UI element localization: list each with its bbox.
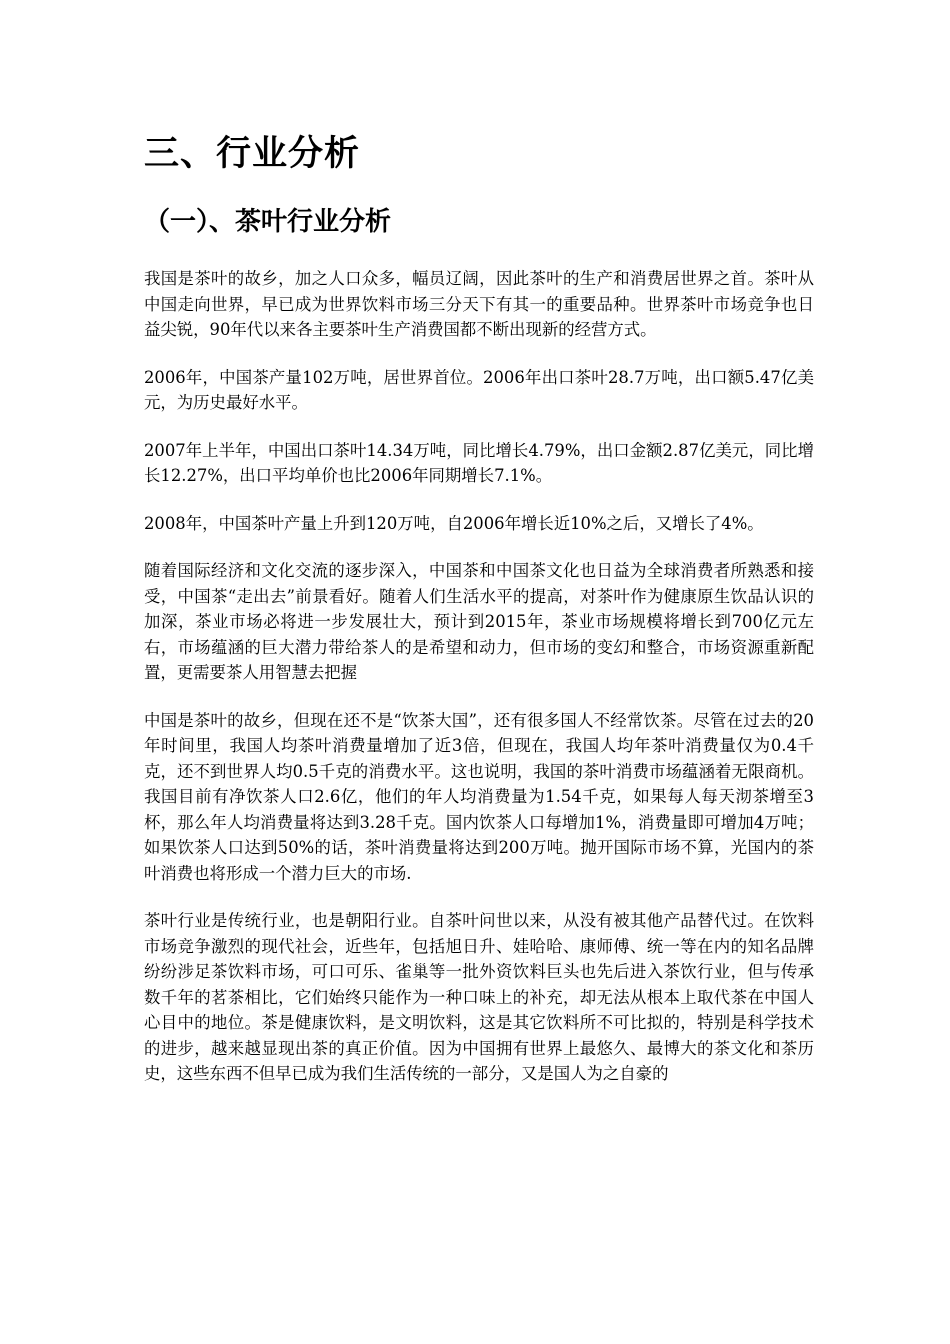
section-title: 三、行业分析 [144, 134, 361, 174]
body-text [144, 266, 814, 1087]
paragraph-2006-output: 2006年，中国茶产量102万吨，居世界首位。2006年出口茶叶28.7万吨，出口额5.47亿美元，为历史最好水平。 [144, 367, 814, 412]
paragraph-market-outlook: 随着国际经济和文化交流的逐步深入，中国茶和中国茶文化也日益为全球消费者所熟悉和接受，中国茶“走出去”前景看好。随着人们生活水平的提高，对茶叶作为健康原生饮品认识的加深，茶业市场必将进一步发展壮大，预计到2015年，茶业市场规模将增长到700亿元左右，市场蕴涵的巨大潜力带给茶人的是希望和动力，但市场的变幻和整合，市场资源重新配置，更需要茶人用智慧去把握 [144, 561, 814, 682]
paragraph-domestic-consumption: 中国是茶叶的故乡，但现在还不是“饮茶大国”，还有很多国人不经常饮茶。尽管在过去的20年时间里，我国人均茶叶消费量增加了近3倍，但现在，我国人均年茶叶消费量仅为0.4千克，还不到世界人均0.5千克的消费水平。这也说明，我国的茶叶消费市场蕴涵着无限商机。我国目前有净饮茶人口2.6亿，他们的年人均消费量为1.54千克，如果每人每天沏茶增至3杯，那么年人均消费量将达到3.28千克。国内饮茶人口每增加1%，消费量即可增加4万吨；如果饮茶人口达到50%的话，茶叶消费量将达到200万吨。抛开国际市场不算，光国内的茶叶消费也将形成一个潜力巨大的市场. [144, 710, 814, 883]
paragraph-industry-nature: 茶叶行业是传统行业，也是朝阳行业。自茶叶问世以来，从没有被其他产品替代过。在饮料市场竞争激烈的现代社会，近些年，包括旭日升、娃哈哈、康师傅、统一等在内的知名品牌纷纷涉足茶饮料市场，可口可乐、雀巢等一批外资饮料巨头也先后进入茶饮行业，但与传承数千年的茗茶相比，它们始终只能作为一种口味上的补充，却无法从根本上取代茶在中国人心目中的地位。茶是健康饮料，是文明饮料，这是其它饮料所不可比拟的，特别是科学技术的进步，越来越显现出茶的真正价值。因为中国拥有世界上最悠久、最博大的茶文化和茶历史，这些东西不但早已成为我们生活传统的一部分，又是国人为之自豪的 [144, 911, 814, 1083]
document-content [144, 128, 814, 1109]
subsection-title: （一）、茶叶行业分析 [144, 207, 392, 237]
paragraph-intro: 我国是茶叶的故乡，加之人口众多，幅员辽阔，因此茶叶的生产和消费居世界之首。茶叶从中国走向世界，早已成为世界饮料市场三分天下有其一的重要品种。世界茶叶市场竞争也日益尖锐，90年代以来各主要茶叶生产消费国都不断出现新的经营方式。 [144, 269, 814, 339]
paragraph-2008-output: 2008年，中国茶叶产量上升到120万吨，自2006年增长近10%之后，又增长了4%。 [144, 513, 764, 533]
paragraph-2007-exports: 2007年上半年，中国出口茶叶14.34万吨，同比增长4.79%，出口金额2.87亿美元，同比增长12.27%，出口平均单价也比2006年同期增长7.1%。 [144, 440, 814, 485]
